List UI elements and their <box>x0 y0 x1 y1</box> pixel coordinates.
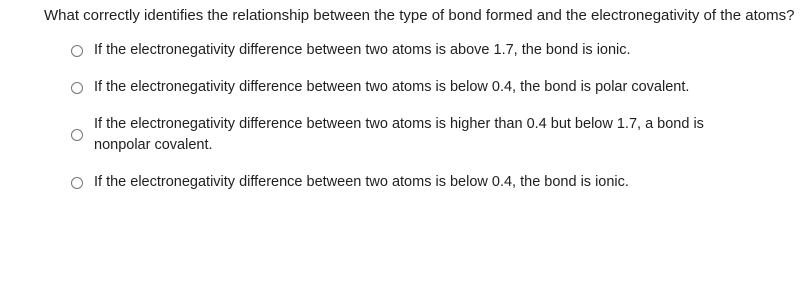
answer-option-1[interactable] <box>70 40 760 61</box>
answer-option-2[interactable] <box>70 77 760 98</box>
option-3-label: If the electronegativity difference between two atoms is higher than 0.4 but below 1.7, a bond is nonpolar covalent. <box>94 116 704 153</box>
radio-button-option-4[interactable] <box>71 177 83 189</box>
answer-option-3[interactable] <box>70 114 760 156</box>
answer-options <box>70 40 760 193</box>
answer-option-4[interactable] <box>70 172 760 193</box>
option-4-label: If the electronegativity difference between two atoms is below 0.4, the bond is ionic. <box>94 174 629 190</box>
radio-button-option-1[interactable] <box>71 45 83 57</box>
question-text: What correctly identifies the relationship between the type of bond formed and the electronegativity of the atoms? <box>44 7 795 24</box>
radio-button-option-2[interactable] <box>71 82 83 94</box>
option-2-label: If the electronegativity difference between two atoms is below 0.4, the bond is polar covalent. <box>94 79 690 95</box>
option-1-label: If the electronegativity difference between two atoms is above 1.7, the bond is ionic. <box>94 42 631 58</box>
radio-button-option-3[interactable] <box>71 129 83 141</box>
